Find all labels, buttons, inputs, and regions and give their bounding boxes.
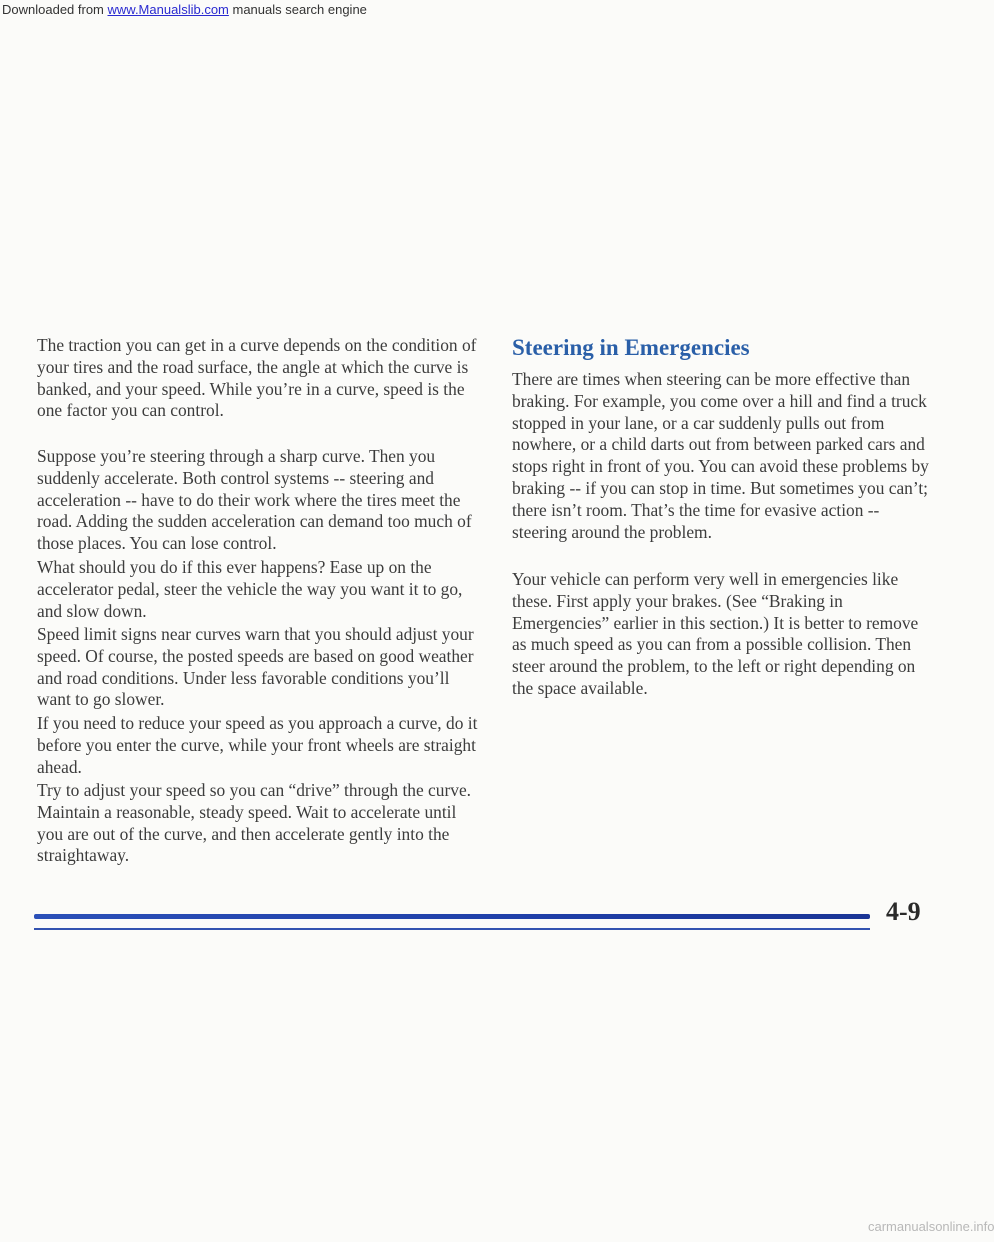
manualslib-link[interactable]: www.Manualslib.com bbox=[107, 2, 229, 17]
section-heading: Steering in Emergencies bbox=[512, 335, 750, 360]
paragraph-traction: The traction you can get in a curve depends on the condition of your tires and the road surface, the angle at which the curve is banked, and your speed. While you’re in a curve, speed is the one factor you can control. bbox=[37, 335, 477, 421]
banner-suffix: manuals search engine bbox=[228, 2, 367, 17]
paragraph-steering-times: There are times when steering can be more effective than braking. For example, you come over a hill and find a truck stopped in your lane, or a car suddenly pulls out from nowhere, or a child darts out from between parked cars and stops right in front of you. You can avoid these problems by braking -- if you can stop in time. But sometimes you can’t; there isn’t room. That’s the time for evasive action -- steering around the problem. bbox=[512, 369, 929, 542]
paragraph-vehicle-perform: Your vehicle can perform very well in emergencies like these. First apply your brakes. (See “Braking in Emergencies” earlier in this section.) It is better to remove as much speed as you can from a possible collision. Then steer around the problem, to the left or right depending on the space available. bbox=[512, 569, 919, 698]
watermark: carmanualsonline.info bbox=[868, 1219, 994, 1234]
paragraph-speed-limit: Speed limit signs near curves warn that you should adjust your speed. Of course, the posted speeds are based on good weather and road conditions. Under less favorable conditions you’ll want to go slower. bbox=[37, 624, 474, 710]
paragraph-adjust-speed: Try to adjust your speed so you can “drive” through the curve. Maintain a reasonable, steady speed. Wait to accelerate until you are out of the curve, and then accelerate gently into the straightaway. bbox=[37, 780, 472, 866]
page-number: 4-9 bbox=[886, 897, 921, 926]
paragraph-reduce-speed: If you need to reduce your speed as you approach a curve, do it before you enter the curve, while your front wheels are straight ahead. bbox=[37, 713, 478, 777]
paragraph-what-to-do: What should you do if this ever happens? Ease up on the accelerator pedal, steer the vehicle the way you want it to go, and slow down. bbox=[37, 557, 463, 621]
download-banner bbox=[0, 0, 962, 20]
footer-rule-thick bbox=[34, 914, 870, 919]
footer-rule-thin bbox=[34, 928, 870, 930]
banner-prefix: Downloaded from bbox=[2, 2, 108, 17]
paragraph-sharp-curve: Suppose you’re steering through a sharp curve. Then you suddenly accelerate. Both control systems -- steering and acceleration -- have to do their work where the tires meet the road. Adding the sudden acceleration can demand too much of those places. You can lose control. bbox=[37, 446, 472, 554]
